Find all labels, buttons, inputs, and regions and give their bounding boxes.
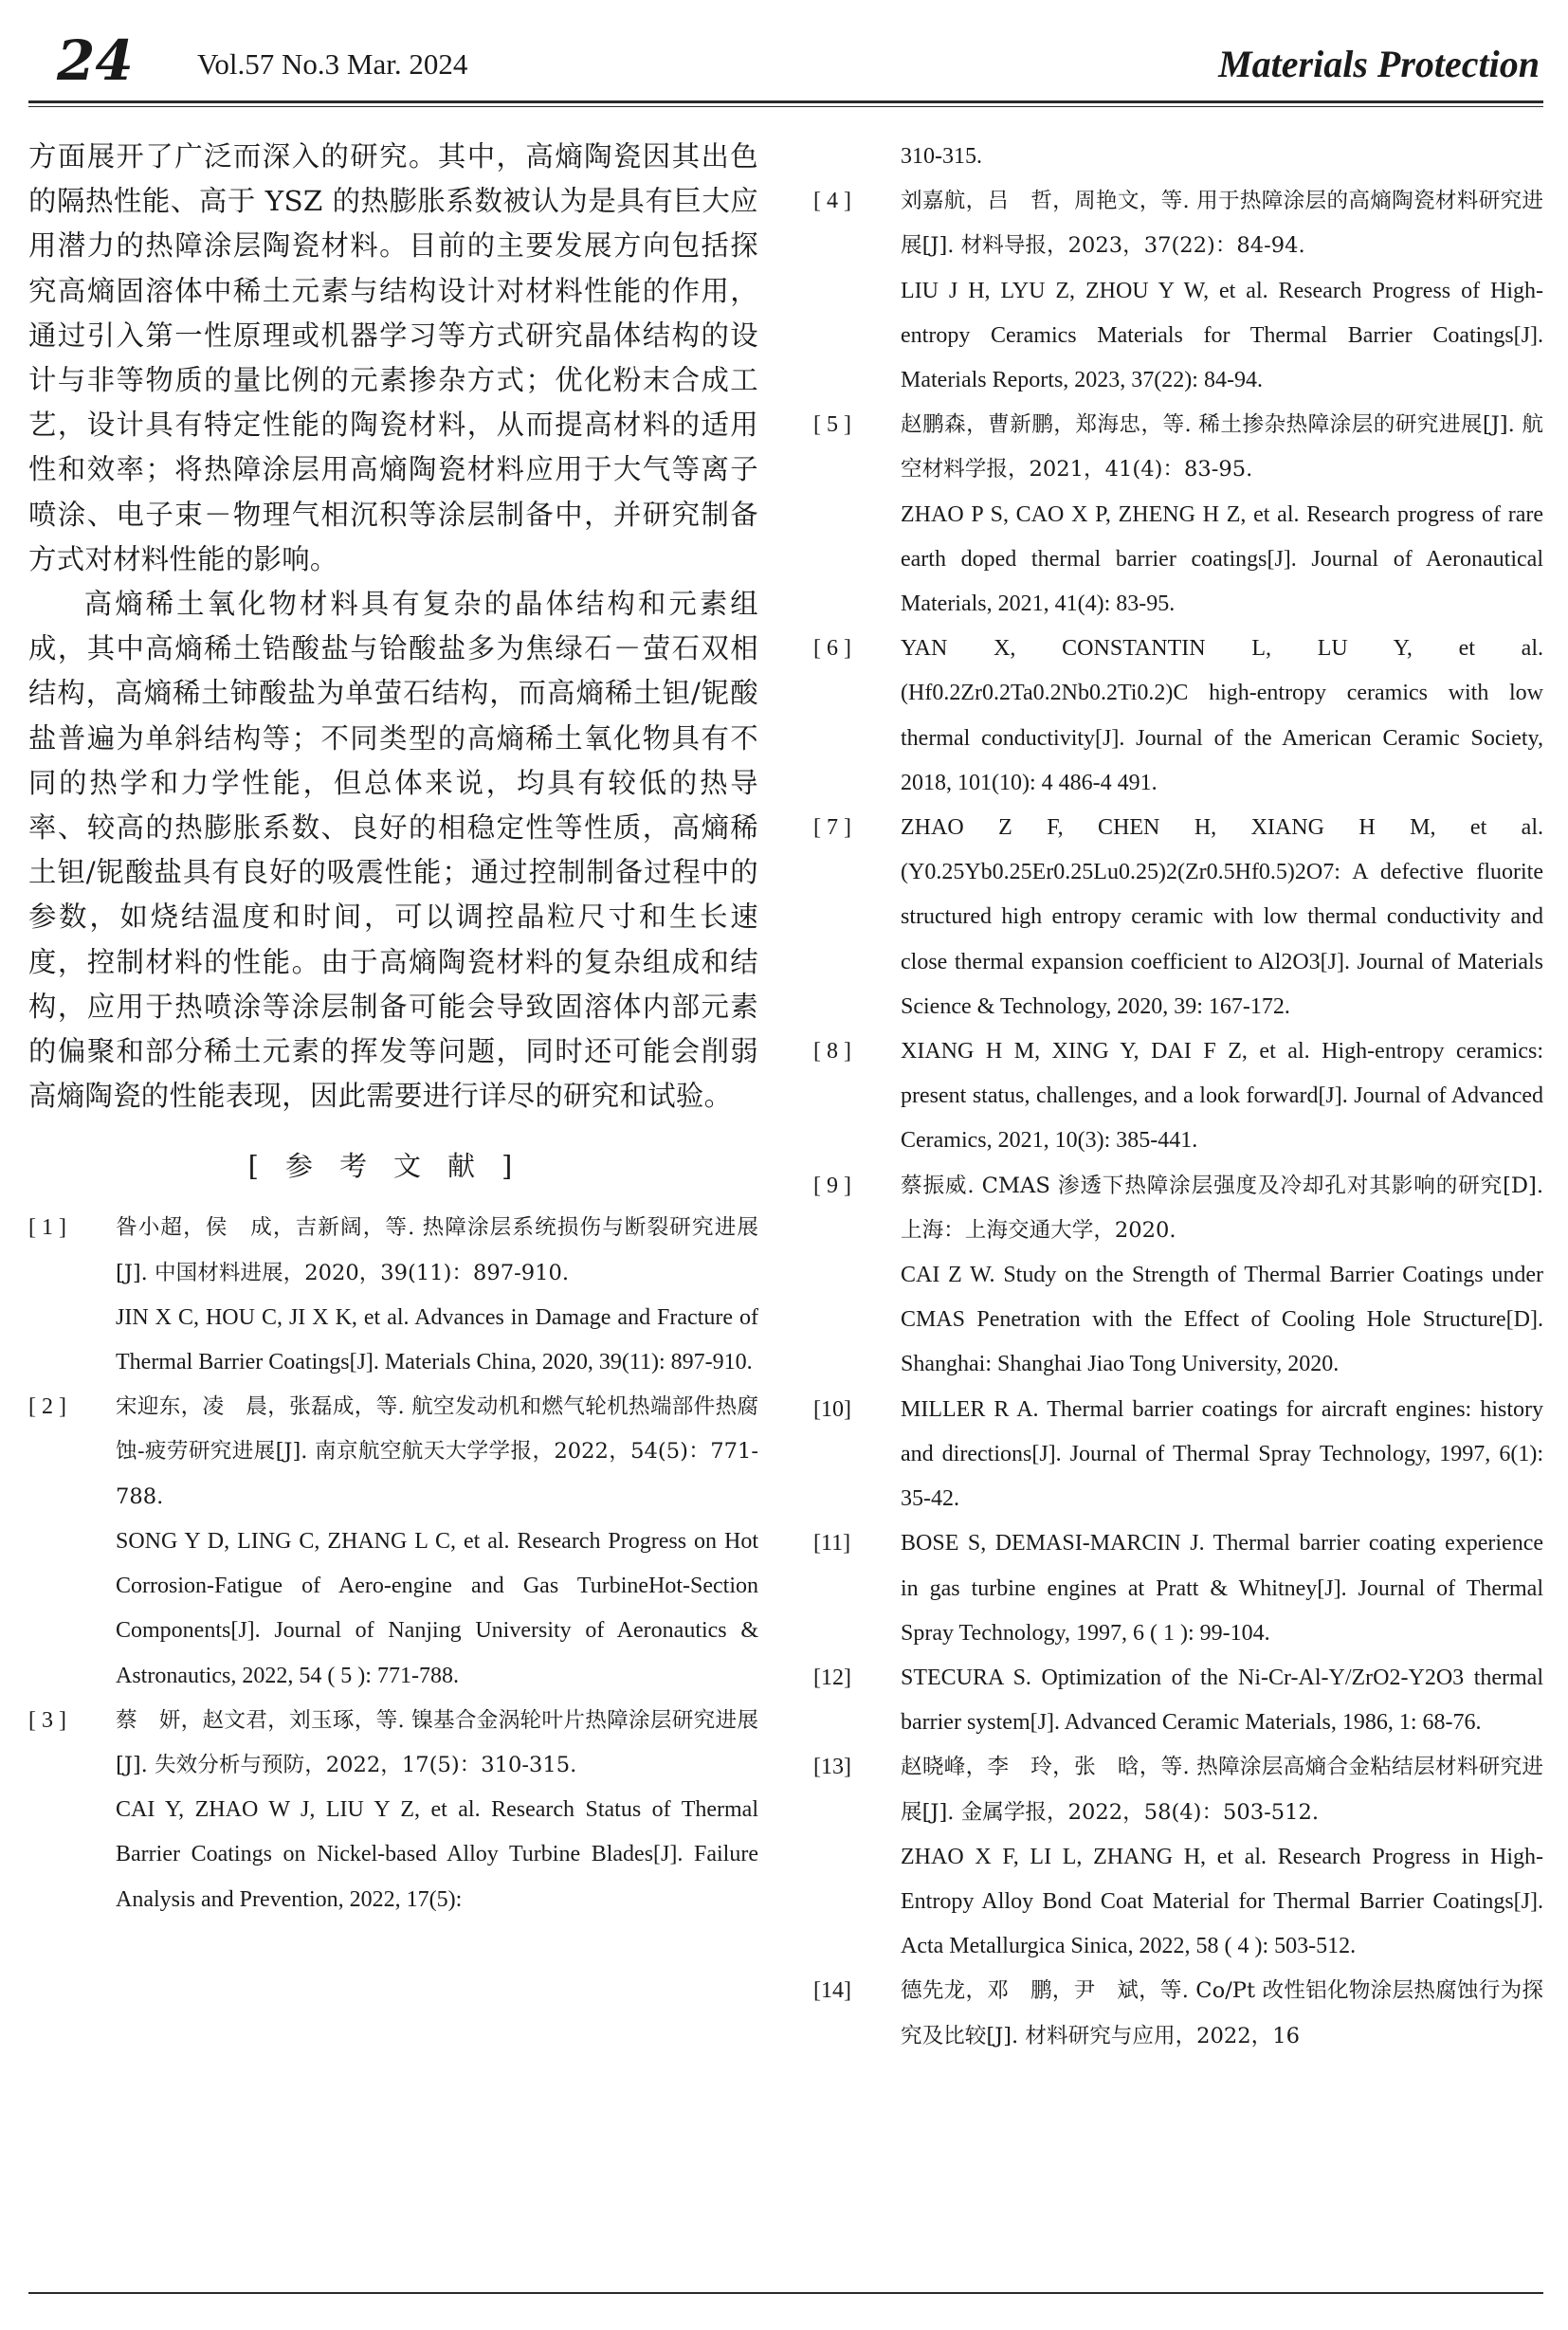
reference-number: [ 4 ] — [813, 189, 851, 214]
reference-number: [ 6 ] — [813, 636, 851, 662]
reference-number: [ 8 ] — [813, 1039, 851, 1065]
reference-item — [28, 1699, 758, 1922]
reference-item — [813, 806, 1543, 1029]
reference-cn: 宋迎东，凌 晨，张磊成，等. 航空发动机和燃气轮机热端部件热腐蚀-疲劳研究进展[J]. 南京航空航天大学学报，2022，54(5)：771-788. — [116, 1394, 758, 1509]
reference-en: ZHAO X F, LI L, ZHANG H, et al. Research Progress in High-Entropy Alloy Bond Coat Material for Thermal Barrier Coatings[J]. Acta Metallurgica Sinica, 2022, 58 ( 4 ): 503-512. — [901, 1844, 1543, 1959]
reference-number: [12] — [813, 1665, 851, 1690]
reference-item — [813, 1164, 1543, 1388]
right-column — [813, 135, 1543, 2059]
reference-en: BOSE S, DEMASI-MARCIN J. Thermal barrier coating experience in gas turbine engines at Pratt & Whitney[J]. Journal of Thermal Spray Technology, 1997, 6 ( 1 ): 99-104. — [901, 1531, 1543, 1646]
reference-number: [14] — [813, 1978, 851, 2004]
reference-item — [813, 1029, 1543, 1164]
journal-title: Materials Protection — [1218, 43, 1540, 85]
reference-continuation: 310-315. — [901, 144, 982, 169]
reference-en: STECURA S. Optimization of the Ni-Cr-Al-Y/ZrO2-Y2O3 thermal barrier system[J]. Advanced Ceramic Materials, 1986, 1: 68-76. — [901, 1665, 1543, 1736]
reference-en: YAN X, CONSTANTIN L, LU Y, et al. (Hf0.2Zr0.2Ta0.2Nb0.2Ti0.2)C high-entropy ceramics with low thermal conductivity[J]. Journal of the American Ceramic Society, 2018, 101(10): 4 486-4 491. — [901, 636, 1543, 795]
reference-en: MILLER R A. Thermal barrier coatings for aircraft engines: history and directions[J]. Journal of Thermal Spray Technology, 1997, 6(1): 35-42. — [901, 1396, 1543, 1512]
reference-en: SONG Y D, LING C, ZHANG L C, et al. Research Progress on Hot Corrosion-Fatigue of Aero-engine and Gas TurbineHot-Section Components[J]. Journal of Nanjing University of Aeronautics & Astronautics, 2022, 54 ( 5 ): 771-788. — [116, 1528, 758, 1688]
reference-item — [813, 179, 1543, 403]
footer-rule — [28, 2292, 1543, 2294]
body-paragraph: 高熵稀土氧化物材料具有复杂的晶体结构和元素组成，其中高熵稀土锆酸盐与铪酸盐多为焦绿石－萤石双相结构，高熵稀土铈酸盐为单萤石结构，而高熵稀土钽/铌酸盐普遍为单斜结构等；不同类型的高熵稀土氧化物具有不同的热学和力学性能，但总体来说，均具有较低的热导率、较高的热膨胀系数、良好的相稳定性等性质，高熵稀土钽/铌酸盐具有良好的吸震性能；通过控制制备过程中的参数，如烧结温度和时间，可以调控晶粒尺寸和生长速度，控制材料的性能。由于高熵陶瓷材料的复杂组成和结构，应用于热喷涂等涂层制备可能会导致固溶体内部元素的偏聚和部分稀土元素的挥发等问题，同时还可能会削弱高熵陶瓷的性能表现，因此需要进行详尽的研究和试验。 — [28, 588, 758, 1113]
reference-cn: 德先龙，邓 鹏，尹 斌，等. Co/Pt 改性铝化物涂层热腐蚀行为探究及比较[J]. 材料研究与应用，2022，16 — [901, 1978, 1543, 2048]
reference-item — [813, 1521, 1543, 1656]
reference-number: [ 3 ] — [28, 1707, 66, 1733]
reference-en: XIANG H M, XING Y, DAI F Z, et al. High-entropy ceramics: present status, challenges, and a look forward[J]. Journal of Advanced Ceramics, 2021, 10(3): 385-441. — [901, 1039, 1543, 1154]
reference-cn: 昝小超，侯 成，吉新阔，等. 热障涂层系统损伤与断裂研究进展[J]. 中国材料进展，2020，39(11)：897-910. — [116, 1215, 758, 1285]
reference-cn: 蔡 妍，赵文君，刘玉琢，等. 镍基合金涡轮叶片热障涂层研究进展[J]. 失效分析与预防，2022，17(5)：310-315. — [116, 1707, 758, 1777]
left-column — [28, 135, 758, 1922]
reference-item — [28, 1206, 758, 1385]
header-rule-thin — [28, 106, 1543, 107]
reference-item — [813, 627, 1543, 806]
reference-cn: 赵晓峰，李 玲，张 晗，等. 热障涂层高熵合金粘结层材料研究进展[J]. 金属学报，2022，58(4)：503-512. — [901, 1755, 1543, 1825]
reference-item — [813, 1388, 1543, 1522]
reference-en: JIN X C, HOU C, JI X K, et al. Advances in Damage and Fracture of Thermal Barrier Coatings[J]. Materials China, 2020, 39(11): 897-910. — [116, 1304, 758, 1375]
reference-en: CAI Y, ZHAO W J, LIU Y Z, et al. Research Status of Thermal Barrier Coatings on Nickel-based Alloy Turbine Blades[J]. Failure Analysis and Prevention, 2022, 17(5): — [116, 1797, 758, 1912]
reference-number: [10] — [813, 1396, 851, 1422]
reference-item — [813, 1745, 1543, 1969]
body-paragraph: 方面展开了广泛而深入的研究。其中，高熵陶瓷因其出色的隔热性能、高于 YSZ 的热膨胀系数被认为是具有巨大应用潜力的热障涂层陶瓷材料。目前的主要发展方向包括探究高熵固溶体中稀土元素与结构设计对材料性能的作用，通过引入第一性原理或机器学习等方式研究晶体结构的设计与非等物质的量比例的元素掺杂方式；优化粉末合成工艺，设计具有特定性能的陶瓷材料，从而提高材料的适用性和效率；将热障涂层用高熵陶瓷材料应用于大气等离子喷涂、电子束－物理气相沉积等涂层制备中，并研究制备方式对材料性能的影响。 — [28, 140, 758, 575]
reference-cn: 赵鹏森，曹新鹏，郑海忠，等. 稀土掺杂热障涂层的研究进展[J]. 航空材料学报，2021，41(4)：83-95. — [901, 412, 1543, 482]
header-rule — [28, 100, 1543, 103]
reference-number: [ 5 ] — [813, 412, 851, 438]
reference-en: LIU J H, LYU Z, ZHOU Y W, et al. Research Progress of High-entropy Ceramics Materials for Thermal Barrier Coatings[J]. Materials Reports, 2023, 37(22): 84-94. — [901, 278, 1543, 393]
reference-en: ZHAO Z F, CHEN H, XIANG H M, et al. (Y0.25Yb0.25Er0.25Lu0.25)2(Zr0.5Hf0.5)2O7: A defective fluorite structured high entropy ceramic with low thermal conductivity and close thermal expansion coefficient to Al2O3[J]. Journal of Materials Science & Technology, 2020, 39: 167-172. — [901, 815, 1543, 1019]
reference-cn: 刘嘉航，吕 哲，周艳文，等. 用于热障涂层的高熵陶瓷材料研究进展[J]. 材料导报，2023，37(22)：84-94. — [901, 189, 1543, 259]
page-number: 24 — [57, 28, 134, 93]
reference-cn: 蔡振威. CMAS 渗透下热障涂层强度及冷却孔对其影响的研究[D]. 上海：上海交通大学，2020. — [901, 1173, 1543, 1243]
reference-number: [13] — [813, 1755, 851, 1780]
reference-item — [813, 1656, 1543, 1745]
reference-en: ZHAO P S, CAO X P, ZHENG H Z, et al. Research progress of rare earth doped thermal barrier coatings[J]. Journal of Aeronautical Materials, 2021, 41(4): 83-95. — [901, 501, 1543, 617]
references-heading: [参考文献] — [247, 1150, 539, 1183]
reference-number: [11] — [813, 1531, 851, 1556]
reference-number: [ 2 ] — [28, 1394, 66, 1420]
reference-item — [813, 1969, 1543, 2058]
reference-item — [28, 1385, 758, 1698]
reference-item — [813, 403, 1543, 627]
reference-en: CAI Z W. Study on the Strength of Thermal Barrier Coatings under CMAS Penetration with the Effect of Cooling Hole Structure[D]. Shanghai: Shanghai Jiao Tong University, 2020. — [901, 1263, 1543, 1377]
issue-info: Vol.57 No.3 Mar. 2024 — [197, 47, 468, 81]
reference-number: [ 7 ] — [813, 815, 851, 841]
reference-number: [ 1 ] — [28, 1215, 66, 1241]
page-header — [28, 27, 1543, 102]
reference-number: [ 9 ] — [813, 1173, 851, 1198]
